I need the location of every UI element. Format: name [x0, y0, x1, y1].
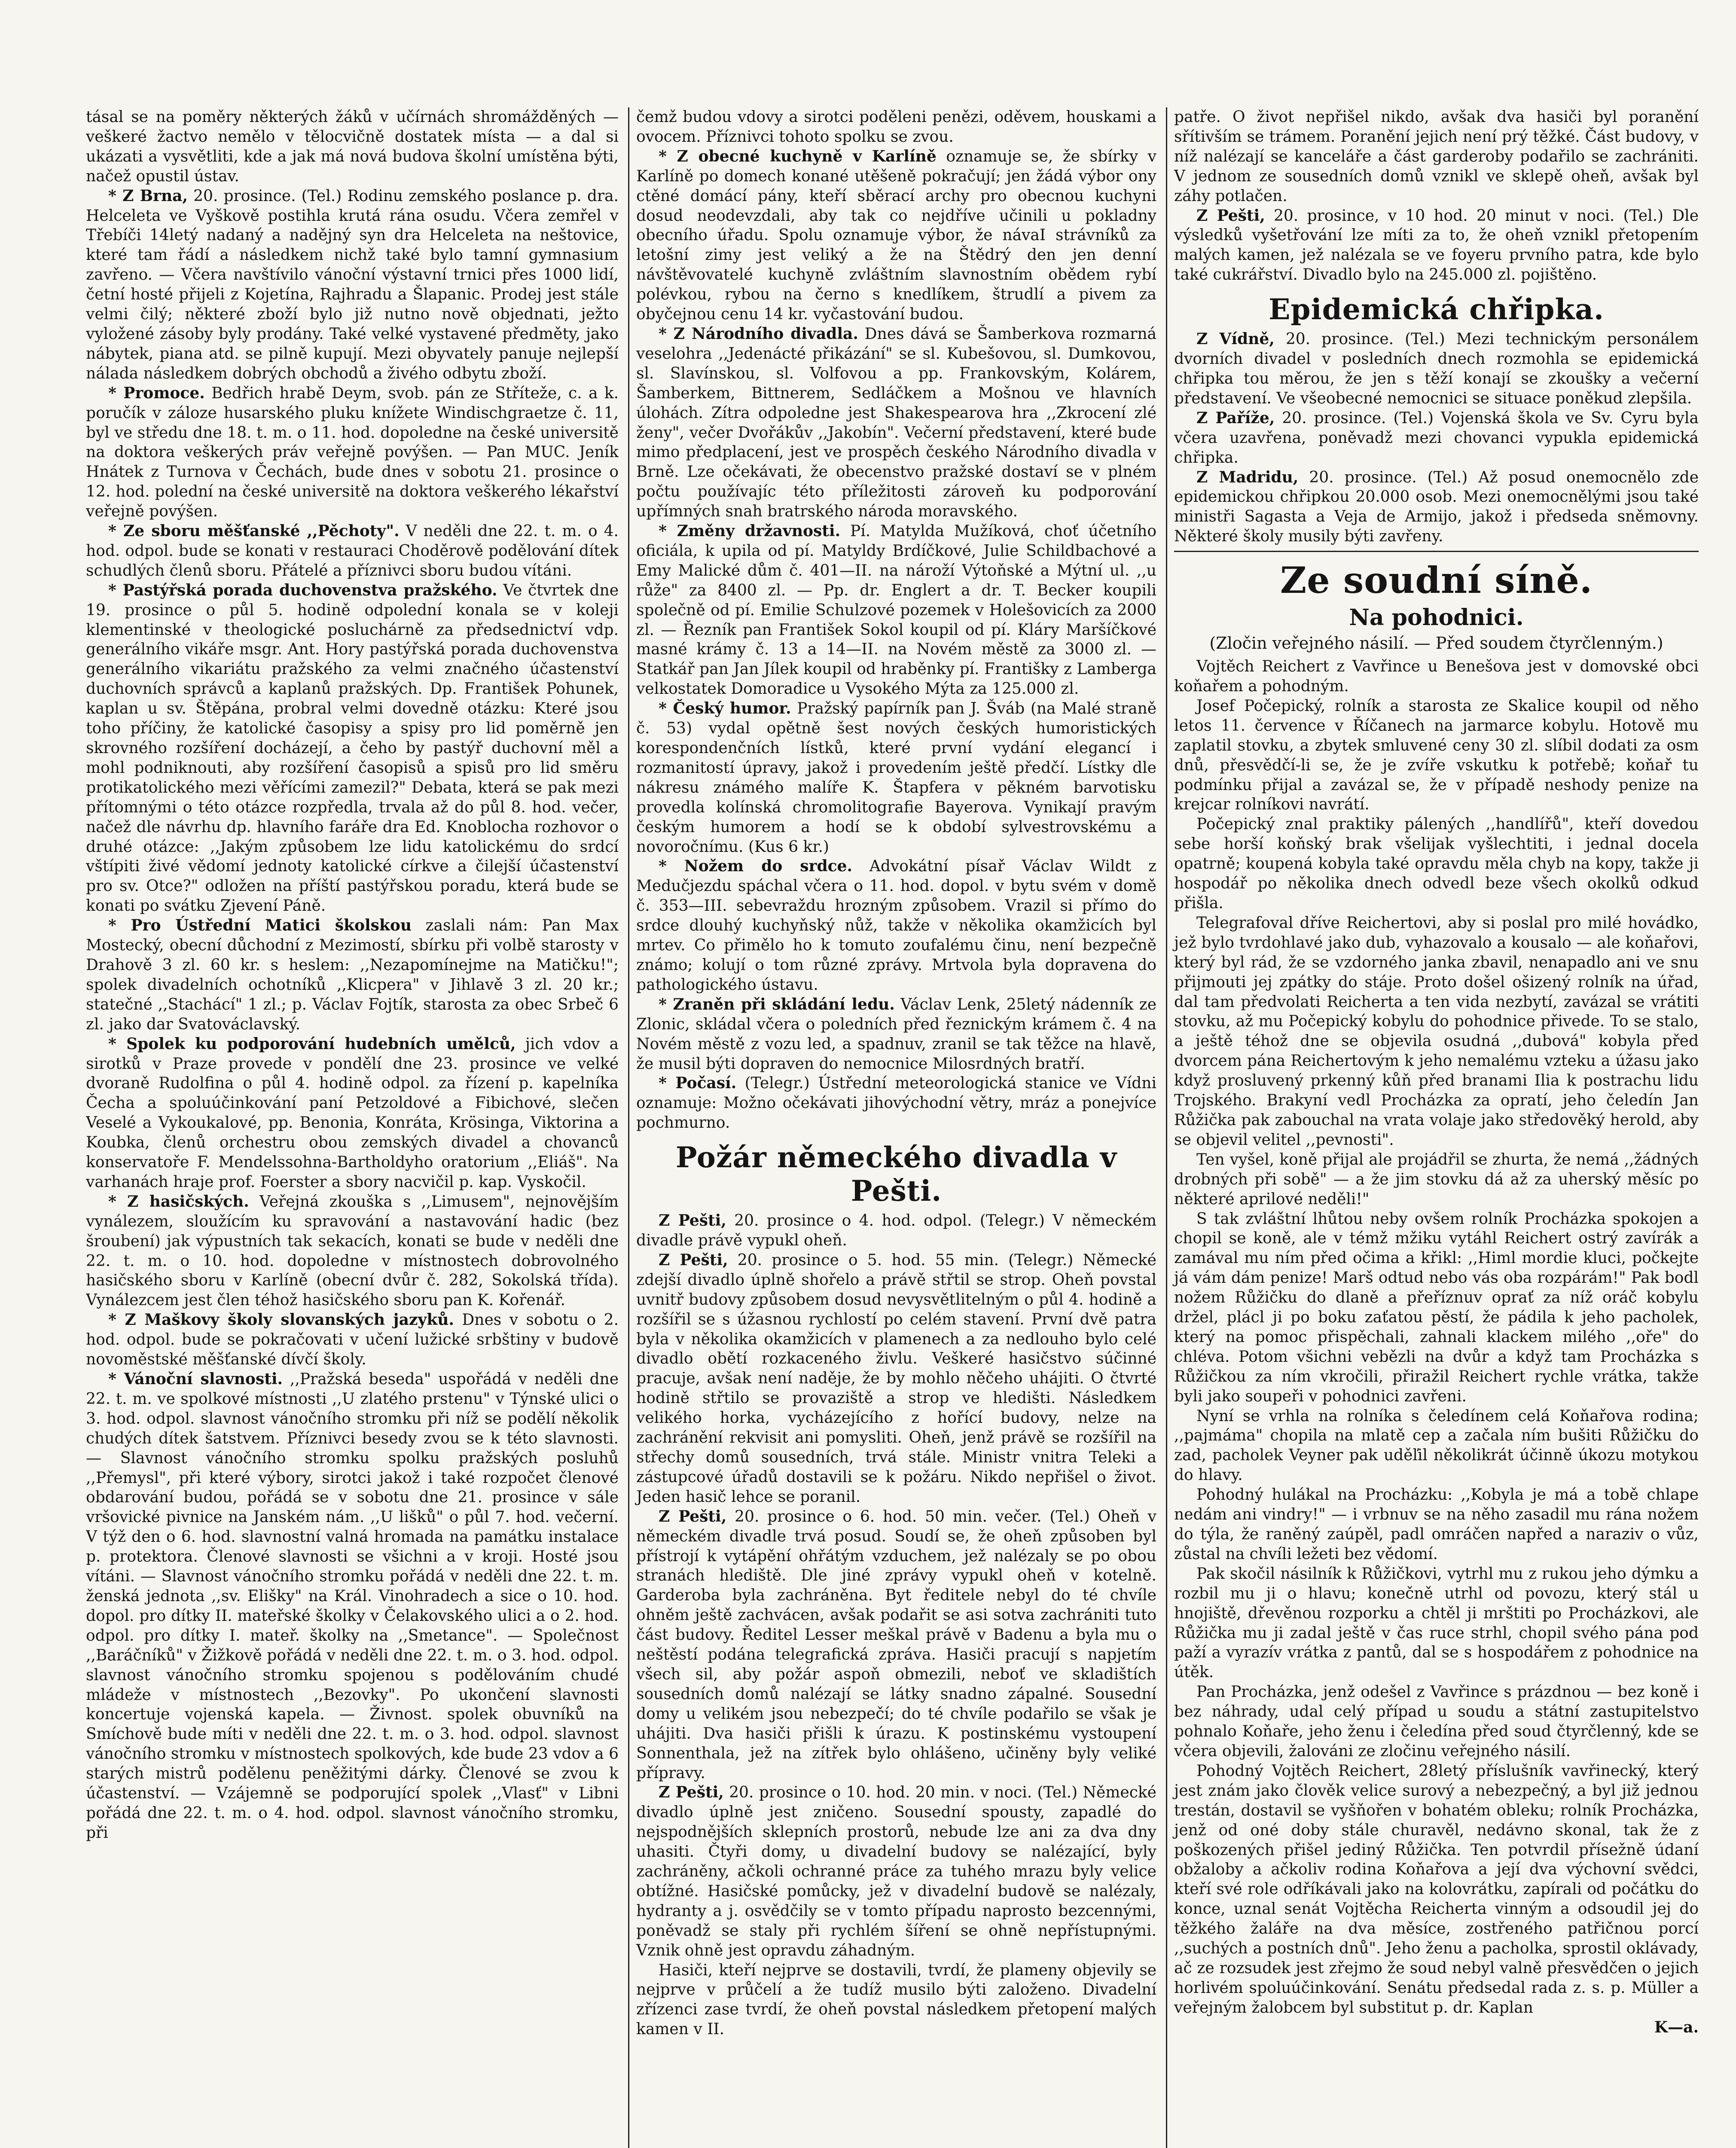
item-text: Pohodný Vojtěch Reichert, 28letý příslušník vavřinecký, který jest znám jako člověk velice surový a nebezpečný, a byl již jednou trestán, dostavil se vyšňořen v bohatém obleku; rolník Procházka, jenž od oné doby stále churavěl, nedávno skonal, tak že z poškozených přišel jediný Růžička. Ten potvrdil přísežně údaní obžaloby a ačkoliv rodina Koňařova a její dva výchovní svědci, kteří své role odříkávali jako na kolovrátku, zapírali od počátku do konce, uznal senát Vojtěcha Reicherta vinným a odsoudil jej do těžkého žaláře na dva měsíce, zostřeného patřičnou porcí ,,suchých a postních dnů". Jeho ženu a pacholka, sprostil oklávady, ač ze rozsudek jest zřejmo že soud nebyl valně přesvědčen o jejich horlivém spoluúčinkování. Senátu předsedal rada z. s. p. Müller a veřejným žalobcem byl substitut p. dr. Kaplan: [1174, 1762, 1699, 2017]
news-item: [86, 522, 619, 581]
news-item: [86, 384, 619, 522]
item-lead: Z hasičských.: [127, 1192, 249, 1211]
item-lead: Z Pešti,: [659, 1783, 724, 1802]
item-text: Pražský papírník pan J. Šváb (na Malé straně č. 53) vydal opětně šest nových českých humoristických korespondenčních lístků, které první vydání elegancí i rozmanitostí úpravy, jakož i provedením ještě předčí. Lístky dle nákresu známého malíře K. Štapfera v pěkném barvotisku provedla kolínská chromolitografie Bayerova. Vynikají pravým českým humorem a hodí se k období sylvestrovskému a novoročnímu. (Kus 6 kr.): [636, 700, 1156, 856]
item-text: ,,Pražská beseda" uspořádá v neděli dne 22. t. m. ve spolkové místnosti ,,U zlatého prstenu" v Týnské ulici o 3. hod. odpol. slavnost vánočního stromku při níž se podělí několik chudých dítek šatstvem. Příznivci besedy zvou se k této slavnosti. — Slavnost vánočního stromku spolku pražských posluhů ,,Přemysl", při které výbory, sirotci jakož i také rozpočet členové obdarování budou, pořádá se v sobotu dne 21. prosince v sále vršovické pivnice na Janském nám. ,,U lišků" o půl 7. hod. večerní. V týž den o 6. hod. slavnostní valná hromada na památku instalace p. protektora. Členové slavnosti se všichni a v kroji. Hosté jsou vítáni. — Slavnost vánočního stromku pořádá v neděli dne 22. t. m. ženská jednota ,,sv. Elišky" na Král. Vinohradech a sice o 10. hod. dopol. pro dítky II. mateřské školky v Čelakovského ulici a o 2. hod. odpol. pro dítky I. mateř. školky na ,,Smetance". — Společnost ,,Baráčníků" v Žižkově pořádá v neděli dne 22. t. m. o 3. hod. odpol. slavnost vánočního stromku spojenou s podělováním chudé mládeže v místnostech ,,Bezovky". Po ukončení slavnosti koncertuje vojenská kapela. — Živnost. spolek obuvníků na Smíchově bude míti v neděli dne 22. t. m. o 3. hod. odpol. slavnost vánočního stromku v místnostech spolkových, kde bude 23 vdov a 6 starých mistrů podělenu peněžitými dárky. Členové se zvou k účastenství. — Vzájemně se podporující spolek ,,Vlasť" v Libni pořádá dne 22. t. m. o 4. hod. odpol. slavnost vánočního stromku, při: [86, 1370, 619, 1842]
item-text: 20. prosince. (Tel.) Mezi technickým personálem dvorních divadel v posledních dnech rozmohla se epidemická chřipka tou měrou, že jen s těží konají se zkoušky a večerní představení. Ve všeobecné nemocnici se situace poněkud zlepšila.: [1174, 330, 1699, 407]
news-item: [86, 186, 619, 384]
item-text: S tak zvláštní lhůtou neby ovšem rolník Procházka spokojen a chopil se koně, ale v témž mžiku vytáhl Reichert ostrý zavírák a zamával mu ním před očima a křikl: ,,Himl mordie kluci, počkejte já vám dám penize! Marš odtud nebo vás oba rozpárám!" Pak bodl nožem Růžičku do dlaně a přeříznuv oprať za níž oráč kobylu držel, plácl ji po boku zaťatou pěstí, že pádila k jeho pacholek, který na pomoc přispěchali, zahnali klackem milého ,,oře" do chléva. Potom všichni vebězli na dvůr a když tam Procházka s Růžičkou za ním vkročili, přiražil Reichert rychle vrátka, takže byli jako soupeři v pohodnici zavřeni.: [1174, 1210, 1699, 1405]
item-text: Hasiči, kteří nejprve se dostavili, tvrdí, že plameny objevily se nejprve v průčelí a že tudíž musilo býti založeno. Divadelní zřízenci zase tvrdí, že oheň povstal následkem přetopení malých kamen v II.: [636, 1961, 1156, 2038]
item-text: Ve čtvrtek dne 19. prosince o půl 5. hodině odpolední konala se v koleji klementinské v theologické posluchárně za předsednictví vdp. generálního vikáře msgr. Ant. Hory pastýřská porada duchovenstva generálního vikariátu pražského za velmi značného účastenství duchovních správců a kaplanů pražských. Dp. František Pohunek, kaplan u sv. Štěpána, probral velmi dovedně otázku: Které jsou toho příčiny, že katolické časopisy a spisy pro lid poměrně jen skrovného rozšíření docházejí, a čeho by pastýř duchovní měl a mohl podniknouti, aby rozšíření časopisů a spisů pro lid směru protikatolického mezi věřícími zamezil?" Debata, která se pak mezi přítomnými o této otázce rozpředla, trvala až do půl 8. hod. večer, načež dle návrhu dp. hlavního faráře dra Ed. Knoblocha rozhovor o druhé otázce: ,,Jakým způsobem lze lidu katolickému do srdcí vštípiti živé vědomí jednoty katolické církve a čilejší účastenství pro sv. Otce?" odložen na příští pastýřskou poradu, která bude se konati po svátku Zjevení Páně.: [86, 581, 619, 915]
item-lead: Z Národního divadla.: [673, 324, 858, 343]
news-item: [86, 916, 619, 1034]
paragraph: [636, 1251, 1156, 1507]
item-lead: Z Pešti,: [659, 1251, 728, 1269]
paragraph: [1174, 1209, 1699, 1407]
paragraph: [1174, 107, 1699, 206]
item-text: Dnes dává se Šamberkova rozmarná veselohra ,,Jedenácté přikázání" se sl. Kubešovou, sl. Dumkovou, sl. Slavínskou, sl. Volfovou a pp. Frankovským, Kolárem, Šamberkem, Bittnerem, Sedláčkem a Mošnou ve hlavních úlohách. Zítra odpoledne jest Shakespearova hra ,,Zkrocení zlé ženy", večer Dvořákův ,,Jakobín". Večerní představení, které bude mimo předplacení, jest ve prospěch českého Národního divadla v Brně. Lze očekávati, že obecenstvo pražské dostaví se v plném počtu používajíc této příležitosti zároveň ku podporování upřímných snah bratrského národa moravského.: [636, 325, 1156, 521]
news-item: [636, 1074, 1156, 1133]
paragraph: [1174, 815, 1699, 913]
item-text: jich vdov a sirotků v Praze provede v pondělí dne 23. prosince ve velké dvoraně Rudolfina o půl 4. hodině odpol. za řízení p. kapelníka Čecha a spoluúčinkování paní Petzoldové a Fibichové, slečen Veselé a Vykoukalové, pp. Benonia, Konráta, Krösinga, Viktorina a Koubka, členů orchestru obou zemských divadel a chovanců konservatoře F. Mendelssohna-Bartholdyho oratorium ,,Eliáš". Na varhanách hraje prof. Foerster a sbory nacvičil p. kap. Vyskočil.: [86, 1035, 619, 1191]
paragraph: [636, 1783, 1156, 1960]
item-lead: Změny državnosti.: [677, 522, 841, 540]
news-item: [636, 699, 1156, 857]
item-lead: Z Pešti,: [659, 1507, 727, 1526]
paragraph: [1174, 1485, 1699, 1564]
item-text: Telegrafoval dříve Reichertovi, aby si poslal pro milé hovádko, jež bylo tvrdohlavé jako dub, vyhazovalo a kousalo — ale koňařovi, který byl rád, že se vzdorného janka zbavil, nenapadlo ani ve snu přijmouti jej zpátky do stáje. Proto došel ošizený rolník na úřad, dal tam předvolati Reicherta a ten vida nezbytí, zavázal se vrátiti stovku, až mu Počepický kobylu do pohodnice přivede. To se stalo, a ještě téhož dne se objevila osudná ,,dubová" kobyla před dvorcem pána Reichertovým k jeho nemalému vzteku a úžasu jako když prosluvený prkenný kůň před branami Ilia k postrachu lidu Trojského. Brakyní vedl Procházka za opratí, jeho čeledín Jan Růžička pak zabouchal na vrata volaje jako středověký herold, aby se objevil velitel ,,pevnosti".: [1174, 914, 1699, 1149]
paragraph: [1174, 657, 1699, 696]
news-item: [86, 581, 619, 916]
item-text: Bedřich hrabě Deym, svob. pán ze Stříteže, c. a k. poručík v záloze husarského pluku knížete Windischgraetze č. 11, byl ve středu dne 18. t. m. o 11. hod. dopoledne na české universitě na doktora veškerých práv veřejně povýšen. — Pan MUC. Jeník Hnátek z Turnova v Čechách, bude dnes v sobotu 21. prosince o 12. hod. polední na české universitě na doktora veškerého lékařství veřejně povýšen.: [86, 384, 619, 521]
paragraph: [1174, 1150, 1699, 1209]
paragraph: [1174, 330, 1699, 409]
paragraph: [636, 107, 1156, 147]
paragraph: [1174, 1407, 1699, 1486]
item-text: 20. prosince. (Tel.) Rodinu zemského poslance p. dra. Helceleta ve Vyškově postihla krutá rána osudu. Včera zemřel v Třebíči 14letý nadaný a nadějný syn dra Helceleta na neštovice, které tam řádí a následkem nichž také bylo tamní gymnasium zavřeno. — Včera navštívilo vánoční výstavní trnici přes 1000 lidí, četní hosté přijeli z Kojetína, Rajhradu a Šlapanic. Prodej jest stále velmi čilý; některé zboží bylo již nutno nově objednati, ježto vyložené zásoby byly prodány. Také velké vystavené předměty, jako nábytek, piana atd. se pilně kupují. Mezi obyvately panuje nejlepší nálada následkem dobrých obchodů a živého odbytu zboží.: [86, 187, 619, 382]
news-item: [86, 1192, 619, 1310]
paragraph: [1174, 1682, 1699, 1761]
news-item: [86, 1370, 619, 1843]
item-text: Nyní se vrhla na rolníka s čeledínem celá Koňařova rodina; ,,pajmáma" chopila na mlatě cep a začala ním bušiti Růžičku do zad, pacholek Veyner pak uděľil několikrát účinně úkozu motykou do hlavy.: [1174, 1407, 1699, 1484]
item-lead: Z obecné kuchyně v Karlíně: [677, 147, 937, 165]
item-lead: Promoce.: [123, 384, 205, 402]
item-text: Václav Lenk, 25letý nádenník ze Zlonic, skládal včera o poledních před řeznickým krámem č. 4 na Novém městě z vozu led, a spadnuv, zranil se tak těžce na hlavě, že musil býti dopraven do nemocnice Milosrdných bratří.: [636, 995, 1156, 1073]
item-text: 20. prosince o 4. hod. odpol. (Telegr.) V německém divadle právě vypukl oheň.: [636, 1212, 1156, 1250]
item-text: Pak skočil násilník k Růžičkovi, vytrhl mu z rukou jeho dýmku a rozbil mu ji o hlavu; konečně utrhl od povozu, který stál u hnojiště, dřevěnou rozporku a chtěl ji mrštiti po Procházkovi, ale Růžička mu ji zadal ještě v čas ruce strhl, chopil svého pána pod paží a vyrazív vrátka z pantů, dal se s hospodářem z pohodnice na útěk.: [1174, 1565, 1699, 1681]
item-lead: Zraněn při skládání ledu.: [673, 995, 895, 1013]
news-item: [636, 522, 1156, 699]
section-heading: Ze soudní síně.: [1280, 559, 1593, 602]
paragraph: [1174, 468, 1699, 547]
item-lead: Nožem do srdce.: [684, 857, 852, 876]
item-text: V neděli dne 22. t. m. o 4. hod. odpol. bude se konati v restauraci Choděrově podělování dítek schudlých členů sboru. Přátelé a příznivci sboru budou vítáni.: [86, 522, 619, 580]
news-item: [636, 995, 1156, 1074]
item-lead: Z Maškovy školy slovanských jazyků.: [125, 1311, 454, 1329]
paragraph: [1174, 913, 1699, 1150]
item-text: Josef Počepický, rolník a starosta ze Skalice koupil od něho letos 11. července v Říčanech na jarmarce kobylu. Hotově mu zaplatil stovku, a zbytek smluvené ceny 30 zl. slíbil dodati za osm dnů, přesvědčí-li se, že je zvíře vskutku k potřebě; koňař tu podmínku přijal a zavázal se, že v případě neshody penize na krejcar rolníkovi navrátí.: [1174, 697, 1699, 814]
section-heading: Epidemická chřipka.: [1269, 293, 1604, 326]
item-text: zaslali nám: Pan Max Mostecký, obecní důchodní z Mezimostí, sbírku při volbě starosty v Drahově 3 zl. 60 kr. s heslem: ,,Nezapomínejme na Matičku!"; spolek divadelních ochotníků ,,Klicpera" v Jihlavě 3 zl. 20 kr.; statečné ,,Stachácí" 1 zl.; p. Václav Fojtík, starosta za obec Srbeč 6 zl. jako dar Svatováclavský.: [86, 917, 619, 1033]
item-text: 20. prosince o 10. hod. 20 min. v noci. (Tel.) Německé divadlo úplně jest zničeno. Sousední spousty, zapadlé do nejspodnějších sklepních prostorů, nebude lze ani za dva dny uhasiti. Čtyři domy, u divadelní budovy se nalézající, byly zachráněny, ačkoli ochranné práce za tuhého mrazu byly velice obtížné. Hasičské pomůcky, jež v divadelní budově se nalézaly, hydranty a j. osvědčily se v tomto případu naprosto bezcennými, poněvadž se staly při rychlém šíření se ohně nepřístupnými. Vznik ohně jest opravdu záhadným.: [636, 1784, 1156, 1959]
item-text: (Telegr.) Ústřední meteorologická stanice ve Vídni oznamuje: Možno očekávati jihovýchodní větry, mráz a ponejvíce pochmurno.: [636, 1074, 1156, 1132]
column-left: [86, 107, 619, 2148]
item-lead: Z Madridu,: [1196, 468, 1299, 486]
item-text: Vojtěch Reichert z Vavřince u Benešova jest v domovské obci koňařem a pohodným.: [1174, 658, 1699, 696]
paragraph: [636, 1507, 1156, 1783]
paragraph: [1174, 206, 1699, 285]
paragraph: [1174, 696, 1699, 815]
item-text: Advokátní písař Václav Wildt z Medučjezdu spáchal včera o 11. hod. dopol. v bytu svém v domě č. 353—III. sebevraždu hrozným způsobem. Vrazil si přímo do srdce dlouhý kuchyňský nůž, takže v několika okamžicích byl mrtev. Co přimělo ho k tomuto zoufalému činu, není bezpečně známo; kolují o tom různé zprávy. Mrtvola byla dopravena do pathologického ústavu.: [636, 857, 1156, 994]
item-lead: Počasí.: [675, 1074, 737, 1092]
news-item: [636, 147, 1156, 324]
item-lead: Z Paříže,: [1196, 409, 1275, 427]
item-text: Dnes v sobotu o 2. hod. odpol. bude se pokračovati v učení lužické srbštiny v budově novoměstské měšťanské dívčí školy.: [86, 1311, 619, 1369]
item-lead: Český humor.: [673, 699, 791, 718]
article-columns: [86, 107, 1697, 2148]
section-heading: Požár německého divadla v Pešti.: [675, 1141, 1117, 1208]
item-lead: Z Vídně,: [1196, 330, 1275, 348]
author-signature: K—a.: [1654, 2018, 1699, 2036]
item-lead: Ze sboru měšťanské ,,Pěchoty".: [123, 522, 400, 540]
item-text: čemž budou vdovy a sirotci poděleni penězi, oděvem, houskami a ovocem. Příznivci tohoto spolku se zvou.: [636, 108, 1156, 146]
item-lead: Pro Ústřední Matici školskou: [131, 916, 412, 935]
item-text: 20. prosince, v 10 hod. 20 minut v noci. (Tel.) Dle výsledků vyšetřování lze míti za to, že oheň vznikl přetopením malých kamen, jež nalézala se ve foyeru prvního patra, kde bylo také cukrářství. Divadlo bylo na 245.000 zl. pojištěno.: [1174, 207, 1699, 284]
item-text: Pí. Matylda Mužíková, choť účetního oficiála, k upila od pí. Matyldy Brdíčkové, Julie Schildbachové a Emy Malické dům č. 401—II. na nároží Výtoňské a Mýtní ul. ,,u růže" za 8400 zl. — Pp. dr. Englert a dr. T. Becker koupili společně od pí. Emilie Schulzové pozemek v Holešovicích za 2000 zl. — Řezník pan František Sokol koupil od pí. Kláry Maršíčkové masné krámy č. 13 a 14—II. na Novém městě za 3000 zl. — Statkář pan Jan Jílek koupil od hraběnky pí. Františky z Lamberga velkostatek Domoradice u Vysokého Mýta za 125.000 zl.: [636, 522, 1156, 698]
item-lead: Z Pešti,: [659, 1211, 726, 1230]
item-text: 20. prosince. (Tel.) Vojenská škola ve Sv. Cyru byla včera uzavřena, poněvadž mezi chovanci vypukla epidemická chřipka.: [1174, 409, 1699, 467]
news-item: [86, 1034, 619, 1192]
column-middle: [628, 107, 1156, 2148]
paragraph: [1174, 1564, 1699, 1682]
item-text: 20. prosince. (Tel.) Až posud onemocnělo zde epidemickou chřipkou 20.000 osob. Mezi onemocnělými jsou také ministři Sagasta a Veja de Armijo, jakož i předseda sněmovny. Některé školy musily býti zavřeny.: [1174, 468, 1699, 546]
paragraph: [1174, 409, 1699, 468]
item-text: Pohodný hulákal na Procházku: ,,Kobyla je má a tobě chlape nedám ani vindry!" — i vrbnuv se na něho zasadil mu rána nožem do týla, že raněný zaúpěl, padl omráčen napřed a naraziv o vůz, zůstal na chvíli ležeti bez vědomí.: [1174, 1486, 1699, 1563]
news-item: [636, 324, 1156, 522]
paragraph: [86, 107, 619, 186]
news-item: [636, 857, 1156, 995]
item-text: oznamuje se, že sbírky v Karlíně po domech konané utěšeně pokračují; jen žádá výbor ony ctěné domácí pány, kteří sběrací archy pro obecnou kuchyni dosud neodevzdali, aby tak co nejdříve učinili u pokladny obecního úřadu. Spolu oznamuje výbor, že návaI strávníků za letošní zimy jest veliký a že na Štědrý den jen denní návštěvovatelé kuchyně zvláštním slavnostním obědem rybí polévkou, rybou na černo s knedlíkem, štrudlí a pivem za obyčejnou cenu 14 kr. vyčastování budou.: [636, 147, 1156, 323]
column-right: [1166, 107, 1699, 2148]
item-lead: Spolek ku podporování hudebních umělců,: [126, 1034, 516, 1053]
paragraph: [636, 1211, 1156, 1251]
paragraph: [1174, 1761, 1699, 2018]
item-text: 20. prosince o 6. hod. 50 min. večer. (Tel.) Oheň v německém divadle trvá posud. Soudí se, že oheň způsoben byl přístrojí k vytápění ohřátým vzduchem, jež nalézaly se po obou stranách hlediště. Dle jiné zprávy vypukl oheň v kotelně. Garderoba byla zachráněna. Byt ředitele nebyl do té chvíle ohněm ještě zachvácen, avšak podařit se asi sotva zachrániti tuto část budovy. Ředitel Lesser meškal právě v Badenu a byla mu o neštěstí podána telegrafická zpráva. Hasiči pracují s napjetím všech sil, aby požár aspoň obmezili, neboť ve skladištích sousedních domů nalézají se látky snadno zápalné. Sousední domy u velikém jsou nebezpečí; do té chvíle podařilo se však je uhájiti. Dva hasiči přišli k úrazu. K postinskému vystoupení Sonnenthala, jež na zítřek bylo ohlášeno, učiněny byly veliké přípravy.: [636, 1507, 1156, 1782]
section-divider: [1174, 551, 1699, 552]
item-text: Veřejná zkouška s ,,Limusem", nejnovějším vynálezem, sloužícím ku spravování a nastavování hadic (bez šroubení) jak výpustních tak sekacích, konati se bude v neděli dne 22. t. m. o 10. hod. dopoledne v místnostech dobrovolného hasičského sboru v Karlíně (obecní dvůr č. 282, Sokolská třída). Vynálezcem jest člen téhož hasičského sboru pan K. Kořenář.: [86, 1193, 619, 1309]
item-lead: Z Brna,: [122, 186, 188, 205]
paragraph: [636, 1961, 1156, 2040]
article-deck: (Zločin veřejného násilí. — Před soudem čtyrčlenným.): [1209, 634, 1663, 653]
item-lead: Vánoční slavnosti.: [124, 1370, 283, 1388]
item-text: tásal se na poměry některých žáků v učírnách shromážděných — veškeré žactvo nemělo v tělocvičně dostatek místa — a dal si ukázati a vysvětliti, kde a jak má nová budova školní umístěna býti, načež opustil ústav.: [86, 108, 619, 185]
item-text: Pan Procházka, jenž odešel z Vavřince s prázdnou — bez koně i bez náhrady, udal celý případ u soudu a státní zastupitelstvo pohnalo Koňaře, jeho ženu i čeledína před soud čtyrčlenný, kde se včera objevili, žalováni ze zločinu veřejného násilí.: [1174, 1683, 1699, 1760]
item-text: Ten vyšel, koně přijal ale projádřil se zhurta, že nemá ,,žádných drobných při sobě" — a že jim stovku dá až za uherský měsíc po některé aprilové neděli!": [1174, 1150, 1699, 1208]
item-lead: Z Pešti,: [1196, 206, 1265, 225]
item-lead: Pastýřská porada duchovenstva pražského.: [122, 581, 497, 599]
item-text: Počepický znal praktiky pálených ,,handlířů", kteří dovedou sebe horší koňský brak všelijak vyšlechtiti, i jednal docela opatrně; koupená kobyla také opravdu měla chyb na kopy, takže ji hospodář po několika dnech odvedl beze všech okolků odkud přišla.: [1174, 815, 1699, 912]
item-text: 20. prosince o 5. hod. 55 min. (Telegr.) Německé zdejší divadlo úplně shořelo a právě střtil se strop. Oheň povstal uvnitř budovy způsobem dosud nevysvětlitelným o půl 4. hodině a rozšířil se s úžasnou rychlostí po celém stavení. První dvě patra byla v několika okamžicích v plamenech a za nedlouho bylo celé divadlo obětí rozkaceného živlu. Veškeré hasičstvo súčinné pracuje, avšak není naděje, že by mohlo něčeho uhájiti. O čtvrté hodině střtilo se provaziště a strop ve hledišti. Následkem velikého horka, vycházejícího z hořící budovy, nelze na zachránění rekvisit ani pomysliti. Oheň, jenž právě se rozšířil na střechy domů sousedních, trvá stále. Ministr vnitra Teleki a zástupcové úřadů dostavili se k požáru. Nikdo nepřišel o život. Jeden hasič lehce se poranil.: [636, 1251, 1156, 1506]
sub-heading: Na pohodnici.: [1349, 604, 1524, 631]
news-item: [86, 1310, 619, 1370]
item-text: patře. O život nepřišel nikdo, avšak dva hasiči byl poranění sřítivším se trámem. Poranění jejich není prý těžké. Část budovy, v níž nalézají se kanceláře a část garderoby podařilo se zachrániti. V jednom ze sousedních domů vznikl ve sklepě oheň, avšak byl záhy potlačen.: [1174, 108, 1699, 205]
